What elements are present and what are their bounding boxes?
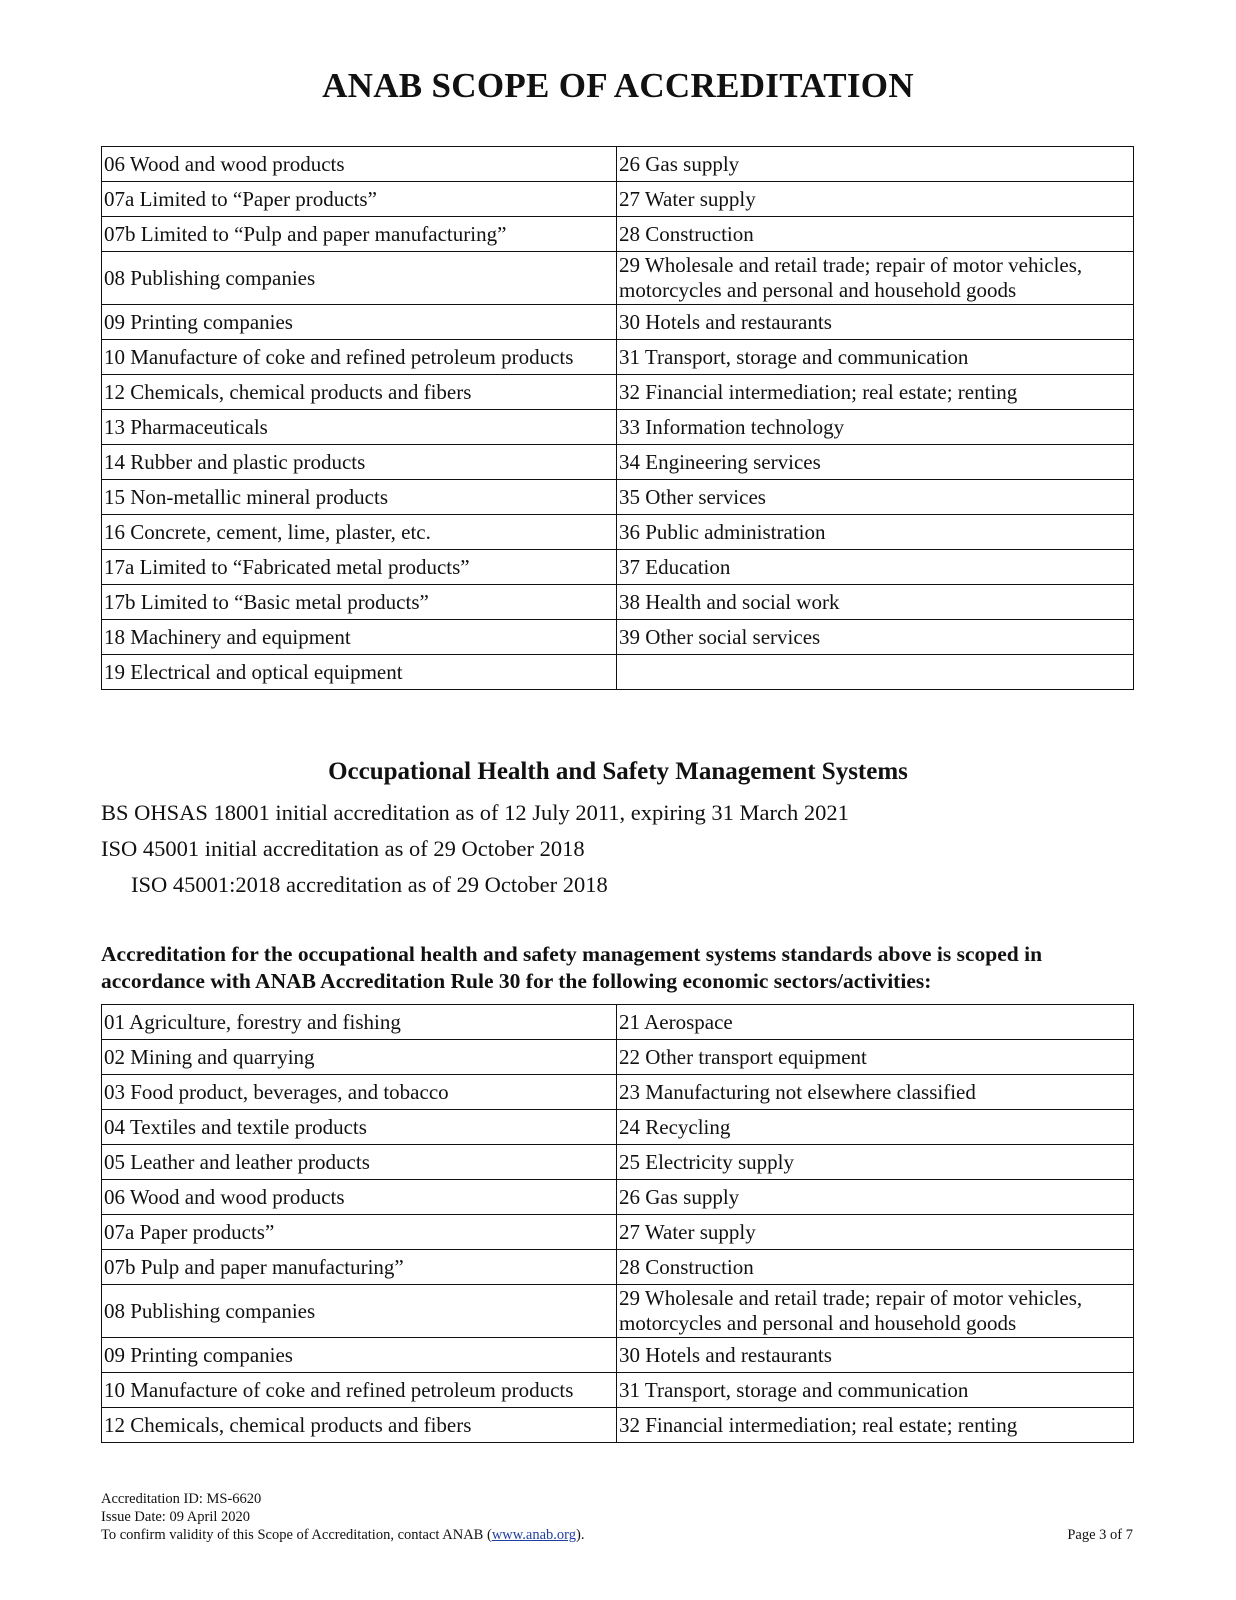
sector-cell: 12 Chemicals, chemical products and fibers: [102, 375, 617, 410]
table-row: [102, 585, 1134, 620]
table-row: [102, 305, 1134, 340]
sector-cell: 09 Printing companies: [102, 305, 617, 340]
table-row: [102, 1250, 1134, 1285]
sector-cell: 38 Health and social work: [617, 585, 1134, 620]
standard-line: ISO 45001 initial accreditation as of 29 October 2018: [101, 836, 585, 861]
sector-cell: 18 Machinery and equipment: [102, 620, 617, 655]
sector-cell: 14 Rubber and plastic products: [102, 445, 617, 480]
sector-cell: 19 Electrical and optical equipment: [102, 655, 617, 690]
table-row: [102, 1005, 1134, 1040]
sector-cell: 13 Pharmaceuticals: [102, 410, 617, 445]
table-row: [102, 1040, 1134, 1075]
section-heading-ohsms: Occupational Health and Safety Management Systems: [328, 758, 908, 785]
sector-cell: 17a Limited to “Fabricated metal products”: [102, 550, 617, 585]
sector-cell: 10 Manufacture of coke and refined petroleum products: [102, 340, 617, 375]
sector-cell: 28 Construction: [617, 1250, 1134, 1285]
table-row: [102, 1145, 1134, 1180]
table-row: [102, 1180, 1134, 1215]
sector-cell: 07b Pulp and paper manufacturing”: [102, 1250, 617, 1285]
anab-website-link[interactable]: www.anab.org: [491, 1527, 576, 1543]
sector-cell: 24 Recycling: [617, 1110, 1134, 1145]
page-title: ANAB SCOPE OF ACCREDITATION: [322, 66, 914, 105]
sector-table-ohsms: [101, 1004, 1134, 1443]
sector-cell: 15 Non-metallic mineral products: [102, 480, 617, 515]
sector-table-body: [102, 1005, 1134, 1443]
sector-cell: 07a Paper products”: [102, 1215, 617, 1250]
standard-line: ISO 45001:2018 accreditation as of 29 October 2018: [131, 872, 608, 897]
confirm-prefix: To confirm validity of this Scope of Accreditation, contact ANAB (: [101, 1527, 492, 1543]
sector-cell: 29 Wholesale and retail trade; repair of motor vehicles, motorcycles and personal and household goods: [617, 1285, 1134, 1338]
table-row: [102, 217, 1134, 252]
sector-cell: 33 Information technology: [617, 410, 1134, 445]
sector-cell: 36 Public administration: [617, 515, 1134, 550]
sector-cell: 23 Manufacturing not elsewhere classified: [617, 1075, 1134, 1110]
standard-line: BS OHSAS 18001 initial accreditation as of 12 July 2011, expiring 31 March 2021: [101, 800, 849, 825]
sector-cell: 09 Printing companies: [102, 1338, 617, 1373]
sector-table-qms: [101, 146, 1134, 690]
table-row: [102, 620, 1134, 655]
page-number: Page 3 of 7: [1067, 1527, 1133, 1543]
sector-cell: 32 Financial intermediation; real estate; renting: [617, 1408, 1134, 1443]
table-row: [102, 1215, 1134, 1250]
sector-cell: 22 Other transport equipment: [617, 1040, 1134, 1075]
sector-cell: 01 Agriculture, forestry and fishing: [102, 1005, 617, 1040]
table-row: [102, 375, 1134, 410]
sector-cell: 08 Publishing companies: [102, 1285, 617, 1338]
sector-cell: 25 Electricity supply: [617, 1145, 1134, 1180]
sector-cell: 16 Concrete, cement, lime, plaster, etc.: [102, 515, 617, 550]
table-row: [102, 182, 1134, 217]
accreditation-id: Accreditation ID: MS-6620: [101, 1491, 262, 1507]
sector-cell: 29 Wholesale and retail trade; repair of motor vehicles, motorcycles and personal and household goods: [617, 252, 1134, 305]
sector-cell: 35 Other services: [617, 480, 1134, 515]
table-row: [102, 1338, 1134, 1373]
sector-cell: 07a Limited to “Paper products”: [102, 182, 617, 217]
confirm-validity-line: [101, 1526, 1133, 1544]
issue-date: Issue Date: 09 April 2020: [101, 1509, 251, 1525]
table-row: [102, 1285, 1134, 1338]
sector-cell: 06 Wood and wood products: [102, 147, 617, 182]
table-row: [102, 1373, 1134, 1408]
sector-cell: 07b Limited to “Pulp and paper manufacturing”: [102, 217, 617, 252]
sector-cell: 34 Engineering services: [617, 445, 1134, 480]
sector-cell: 27 Water supply: [617, 182, 1134, 217]
sector-cell: 21 Aerospace: [617, 1005, 1134, 1040]
table-row: [102, 1110, 1134, 1145]
sector-cell: 02 Mining and quarrying: [102, 1040, 617, 1075]
sector-cell: 39 Other social services: [617, 620, 1134, 655]
table-row: [102, 655, 1134, 690]
sector-cell: 37 Education: [617, 550, 1134, 585]
sector-cell: 04 Textiles and textile products: [102, 1110, 617, 1145]
sector-cell: 08 Publishing companies: [102, 252, 617, 305]
table-row: [102, 445, 1134, 480]
table-row: [102, 515, 1134, 550]
table-row: [102, 1075, 1134, 1110]
confirm-suffix: ).: [575, 1527, 585, 1543]
table-row: [102, 340, 1134, 375]
sector-cell: 30 Hotels and restaurants: [617, 1338, 1134, 1373]
table-row: [102, 252, 1134, 305]
sector-table-body: [102, 147, 1134, 690]
table-row: [102, 550, 1134, 585]
table-row: [102, 480, 1134, 515]
sector-cell: 06 Wood and wood products: [102, 1180, 617, 1215]
table-row: [102, 410, 1134, 445]
sector-cell: 26 Gas supply: [617, 1180, 1134, 1215]
table-row: [102, 1408, 1134, 1443]
page-footer: [101, 1490, 1133, 1544]
sector-cell: 17b Limited to “Basic metal products”: [102, 585, 617, 620]
sector-cell: 03 Food product, beverages, and tobacco: [102, 1075, 617, 1110]
sector-cell: 30 Hotels and restaurants: [617, 305, 1134, 340]
sector-cell-empty: [617, 655, 1134, 690]
sector-cell: 32 Financial intermediation; real estate; renting: [617, 375, 1134, 410]
sector-cell: 31 Transport, storage and communication: [617, 340, 1134, 375]
sector-cell: 10 Manufacture of coke and refined petroleum products: [102, 1373, 617, 1408]
sector-cell: 05 Leather and leather products: [102, 1145, 617, 1180]
sector-cell: 26 Gas supply: [617, 147, 1134, 182]
sector-cell: 27 Water supply: [617, 1215, 1134, 1250]
sector-cell: 12 Chemicals, chemical products and fibers: [102, 1408, 617, 1443]
sector-cell: 31 Transport, storage and communication: [617, 1373, 1134, 1408]
sector-cell: 28 Construction: [617, 217, 1134, 252]
table-row: [102, 147, 1134, 182]
scope-note: Accreditation for the occupational health and safety management systems standards above is scoped in accordance with ANAB Accreditation Rule 30 for the following economic sectors/activities:: [101, 942, 1043, 993]
